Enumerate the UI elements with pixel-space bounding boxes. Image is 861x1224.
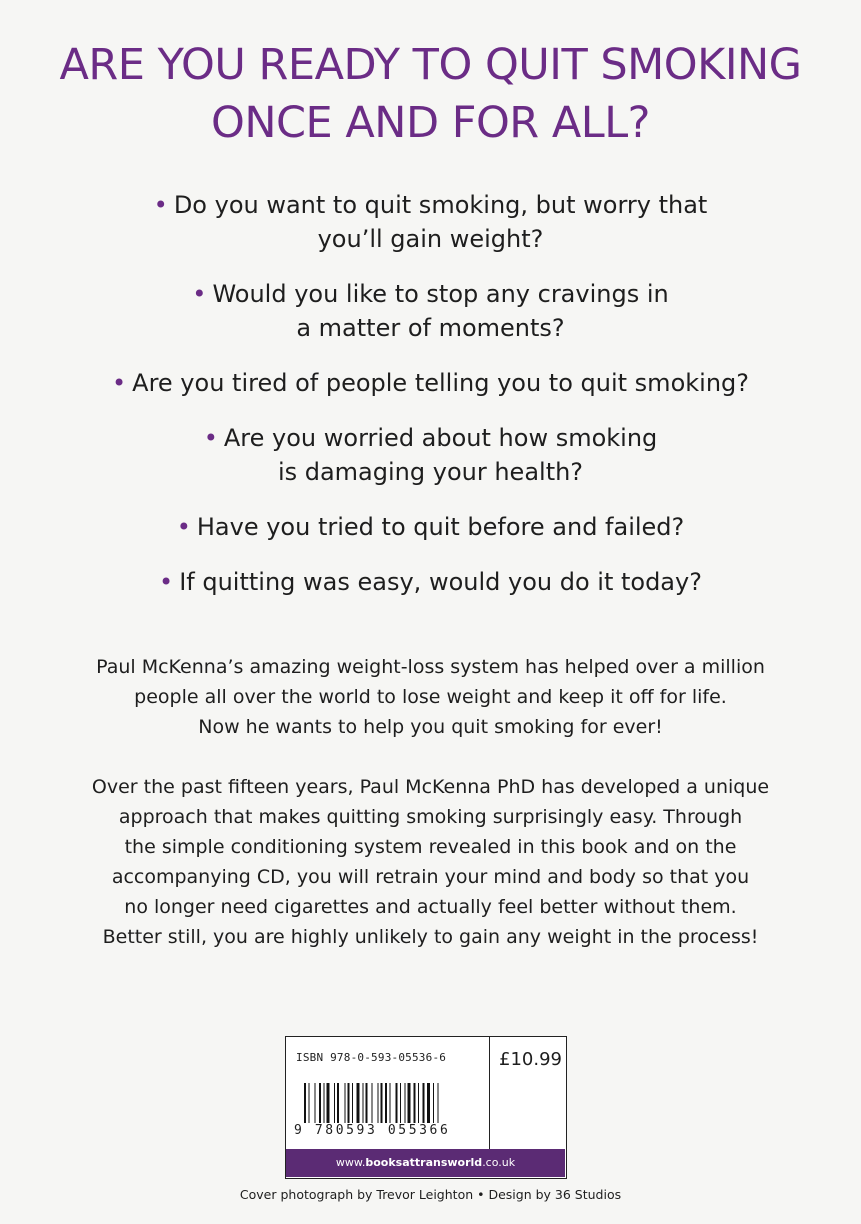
description-paragraph	[40, 772, 821, 952]
bullet-item	[0, 510, 861, 544]
bullet-dot: •	[159, 568, 174, 596]
bullet-line: Do you want to quit smoking, but worry that	[173, 191, 708, 219]
paragraph-line: no longer need cigarettes and actually feel better without them.	[124, 896, 737, 918]
paragraph-line: the simple conditioning system revealed in this book and on the	[124, 836, 737, 858]
bullet-line: is damaging your health?	[277, 458, 584, 486]
price: £10.99	[499, 1049, 562, 1070]
paragraph-line: Now he wants to help you quit smoking for ever!	[198, 716, 663, 738]
bullet-dot: •	[203, 424, 218, 452]
bullet-dot: •	[153, 191, 168, 219]
website-brand: booksattransworld	[365, 1156, 483, 1169]
bullet-item	[0, 277, 861, 345]
headline	[0, 36, 861, 152]
bullet-line: Would you like to stop any cravings in	[212, 280, 669, 308]
bullet-line: Are you tired of people telling you to quit smoking?	[132, 369, 749, 397]
paragraph-line: approach that makes quitting smoking surprisingly easy. Through	[118, 806, 743, 828]
barcode-panel	[285, 1036, 567, 1179]
bullet-dot: •	[112, 369, 127, 397]
intro-paragraph	[40, 652, 821, 742]
bullet-line: you’ll gain weight?	[317, 225, 544, 253]
barcode-digits: 9 780593 055366	[294, 1123, 451, 1138]
credits-line: Cover photograph by Trevor Leighton • Design by 36 Studios	[239, 1187, 622, 1202]
bullet-line: If quitting was easy, would you do it today?	[179, 568, 702, 596]
bullet-line: a matter of moments?	[296, 314, 565, 342]
bullet-line: Are you worried about how smoking	[223, 424, 658, 452]
bullet-item	[0, 188, 861, 256]
bullet-item	[0, 366, 861, 400]
paragraph-line: Over the past fifteen years, Paul McKenna PhD has developed a unique	[91, 776, 770, 798]
headline-line-2: ONCE AND FOR ALL?	[210, 98, 650, 148]
isbn-label: ISBN 978-0-593-05536-6	[296, 1051, 447, 1064]
headline-line-1: ARE YOU READY TO QUIT SMOKING	[59, 40, 802, 90]
website-suffix: .co.uk	[482, 1156, 516, 1169]
paragraph-line: people all over the world to lose weight and keep it off for life.	[134, 686, 727, 708]
website-prefix: www.	[335, 1156, 366, 1169]
website-strip	[286, 1149, 565, 1177]
bullet-line: Have you tried to quit before and failed?	[196, 513, 685, 541]
bullet-item	[0, 421, 861, 489]
paragraph-line: Paul McKenna’s amazing weight-loss system has helped over a million	[96, 656, 765, 678]
bullet-dot: •	[176, 513, 191, 541]
bullet-dot: •	[192, 280, 207, 308]
isbn-cell	[286, 1037, 490, 1149]
bullet-item	[0, 565, 861, 599]
bullet-list	[0, 188, 861, 620]
paragraph-line: Better still, you are highly unlikely to gain any weight in the process!	[102, 926, 759, 948]
paragraph-line: accompanying CD, you will retrain your mind and body so that you	[111, 866, 750, 888]
